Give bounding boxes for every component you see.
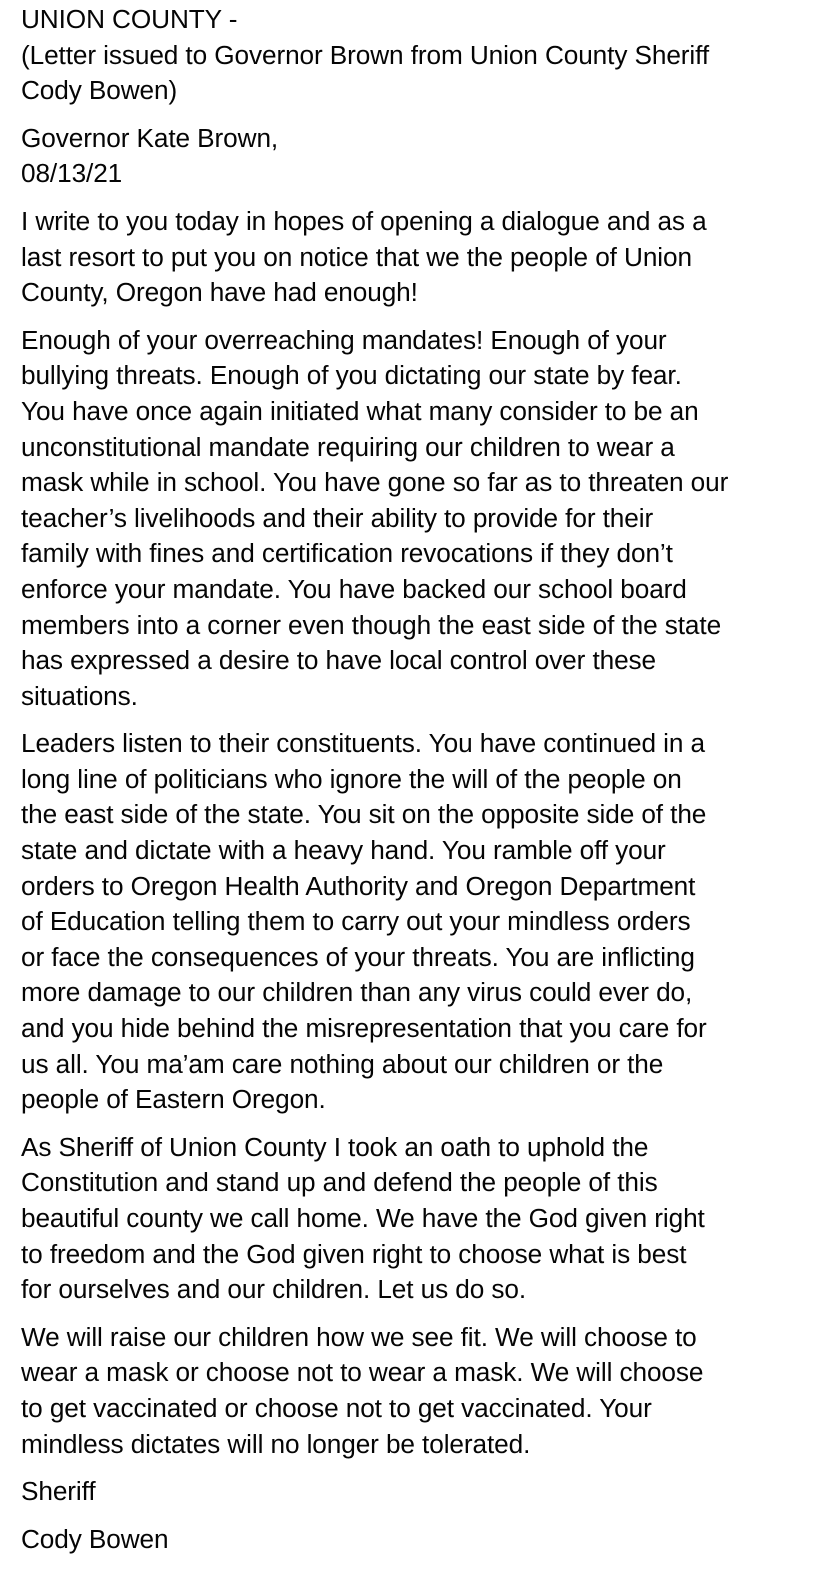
- paragraph-4: [21, 1130, 810, 1308]
- body-line: has expressed a desire to have local control over these: [21, 645, 657, 676]
- signoff-name: [21, 1522, 810, 1558]
- body-line: long line of politicians who ignore the will of the people on: [21, 763, 682, 794]
- body-line: Constitution and stand up and defend the people of this: [21, 1167, 658, 1198]
- body-line: last resort to put you on notice that we the people of Union: [21, 241, 692, 272]
- paragraph-2: [21, 323, 810, 715]
- body-line: beautiful county we call home. We have the God given right: [21, 1203, 705, 1233]
- body-line: I write to you today in hopes of opening a dialogue and as a: [21, 205, 707, 236]
- body-line: situations.: [21, 680, 138, 711]
- body-line: You have once again initiated what many consider to be an: [21, 395, 699, 426]
- body-line: for ourselves and our children. Let us do so.: [21, 1274, 526, 1305]
- paragraph-1: [21, 204, 810, 311]
- paragraph-3: [21, 726, 810, 1118]
- heading-line: (Letter issued to Governor Brown from Union County Sheriff: [21, 39, 710, 70]
- body-line: Leaders listen to their constituents. You have continued in a: [21, 728, 705, 759]
- body-line: us all. You ma’am care nothing about our children or the: [21, 1048, 664, 1079]
- body-line: County, Oregon have had enough!: [21, 277, 418, 308]
- signoff-title: [21, 1474, 810, 1510]
- signoff-title-line: Sheriff: [21, 1476, 96, 1507]
- body-line: mindless dictates will no longer be tolerated.: [21, 1428, 531, 1459]
- body-line: more damage to our children than any virus could ever do,: [21, 977, 693, 1008]
- body-line: teacher’s livelihoods and their ability to provide for their: [21, 502, 654, 533]
- body-line: bullying threats. Enough of you dictating our state by fear.: [21, 360, 682, 391]
- body-line: state and dictate with a heavy hand. You ramble off your: [21, 835, 666, 866]
- body-line: enforce your mandate. You have backed our school board: [21, 573, 687, 604]
- body-line: to get vaccinated or choose not to get vaccinated. Your: [21, 1392, 652, 1423]
- body-line: mask while in school. You have gone so far as to threaten our: [21, 467, 729, 498]
- body-line: or face the consequences of your threats. You are inflicting: [21, 941, 695, 972]
- body-line: unconstitutional mandate requiring our children to wear a: [21, 431, 675, 462]
- body-line: We will raise our children how we see fit. We will choose to: [21, 1321, 697, 1352]
- signoff-name-line: Cody Bowen: [21, 1523, 169, 1554]
- body-line: Enough of your overreaching mandates! Enough of your: [21, 324, 667, 355]
- paragraph-5: [21, 1320, 810, 1462]
- body-line: of Education telling them to carry out your mindless orders: [21, 906, 691, 937]
- body-line: and you hide behind the misrepresentation that you care for: [21, 1013, 707, 1044]
- body-line: members into a corner even though the east side of the state: [21, 609, 722, 640]
- heading-line: UNION COUNTY -: [21, 4, 238, 34]
- body-line: people of Eastern Oregon.: [21, 1084, 326, 1115]
- letter-salutation: [21, 121, 810, 192]
- body-line: As Sheriff of Union County I took an oath to uphold the: [21, 1131, 649, 1162]
- recipient-line: Governor Kate Brown,: [21, 122, 279, 153]
- body-line: orders to Oregon Health Authority and Oregon Department: [21, 870, 696, 901]
- heading-line: Cody Bowen): [21, 75, 178, 106]
- letter-heading: [21, 2, 810, 109]
- body-line: family with fines and certification revocations if they don’t: [21, 538, 673, 569]
- body-line: wear a mask or choose not to wear a mask. We will choose: [21, 1357, 704, 1388]
- body-line: to freedom and the God given right to choose what is best: [21, 1238, 687, 1269]
- date-line: 08/13/21: [21, 158, 123, 189]
- body-line: the east side of the state. You sit on the opposite side of the: [21, 799, 707, 830]
